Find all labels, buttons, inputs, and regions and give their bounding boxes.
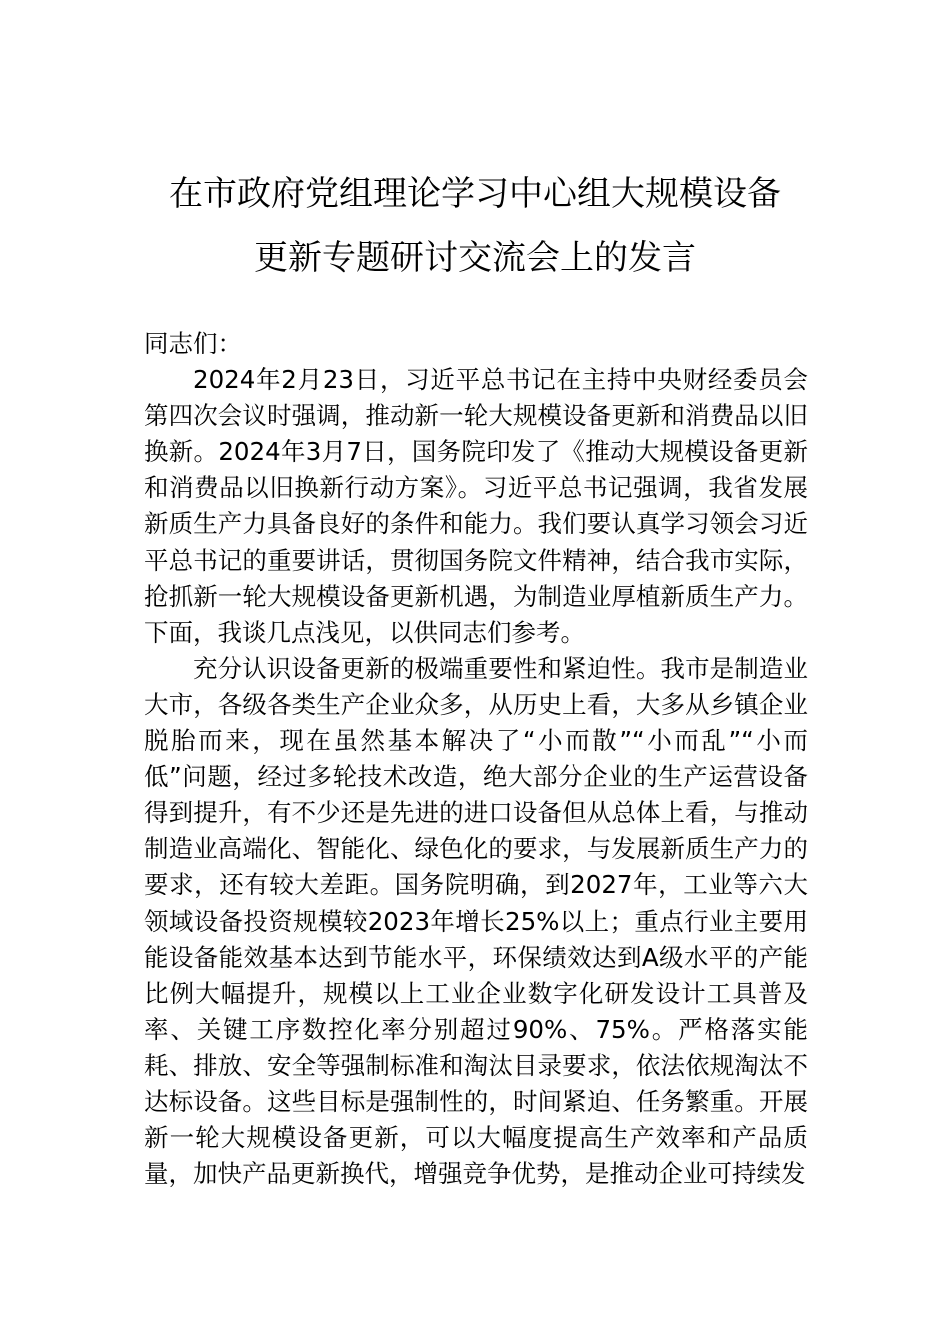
document-body: [144, 326, 808, 1192]
document-title: [130, 162, 820, 290]
paragraph-1: 2024年2月23日，习近平总书记在主持中央财经委员会第四次会议时强调，推动新一轮大规模设备更新和消费品以旧换新。2024年3月7日，国务院印发了《推动大规模设备更新和消费品以旧换新行动方案》。习近平总书记强调，我省发展新质生产力具备良好的条件和能力。我们要认真学习领会习近平总书记的重要讲话，贯彻国务院文件精神，结合我市实际，抢抓新一轮大规模设备更新机遇，为制造业厚植新质生产力。下面，我谈几点浅见，以供同志们参考。: [144, 365, 808, 647]
paragraph-2: 充分认识设备更新的极端重要性和紧迫性。我市是制造业大市，各级各类生产企业众多，从历史上看，大多从乡镇企业脱胎而来，现在虽然基本解决了“小而散”“小而乱”“小而低”问题，经过多轮技术改造，绝大部分企业的生产运营设备得到提升，有不少还是先进的进口设备但从总体上看，与推动制造业高端化、智能化、绿色化的要求，与发展新质生产力的要求，还有较大差距。国务院明确，到2027年，工业等六大领域设备投资规模较2023年增长25%以上；重点行业主要用能设备能效基本达到节能水平，环保绩效达到A级水平的产能比例大幅提升，规模以上工业企业数字化研发设计工具普及率、关键工序数控化率分别超过90%、75%。严格落实能耗、排放、安全等强制标准和淘汰目录要求，依法依规淘汰不达标设备。这些目标是强制性的，时间紧迫、任务繁重。开展新一轮大规模设备更新，可以大幅度提高生产效率和产品质量，加快产品更新换代，增强竞争优势，是推动企业可持续发: [144, 653, 808, 1189]
title-line-1: 在市政府党组理论学习中心组大规模设备: [169, 174, 781, 214]
title-line-2: 更新专题研讨交流会上的发言: [254, 238, 696, 278]
salutation: 同志们：: [144, 329, 242, 358]
